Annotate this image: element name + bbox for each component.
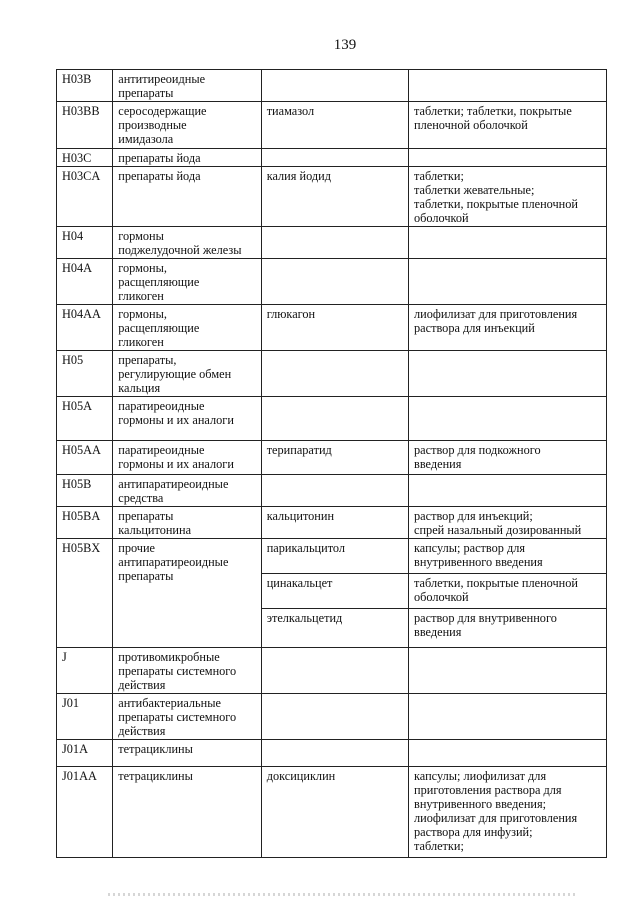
table-row (57, 305, 607, 351)
drug-name-cell (261, 694, 408, 740)
atc-code-cell: J (57, 648, 113, 694)
atc-group-cell-line: противомикробные (118, 650, 220, 664)
dosage-form-cell (409, 305, 607, 351)
atc-group-cell-line: кальция (118, 381, 161, 395)
atc-group-cell (113, 539, 261, 648)
drug-name-cell (261, 70, 408, 102)
atc-group-cell-line: действия (118, 724, 166, 738)
atc-group-cell-line: расщепляющие (118, 321, 200, 335)
drug-name-cell: тиамазол (261, 102, 408, 149)
drug-table (56, 69, 607, 858)
drug-name-cell: доксициклин (261, 767, 408, 858)
atc-group-cell (113, 740, 261, 767)
dosage-form-cell-line: внутривенного введения (414, 555, 543, 569)
dosage-form-cell (409, 102, 607, 149)
dosage-form-cell-line: таблетки, покрытые пленочной (414, 197, 578, 211)
atc-group-cell-line: гормоны и их аналоги (118, 413, 234, 427)
dosage-form-cell (409, 539, 607, 574)
atc-group-cell-line: антитиреоидные (118, 72, 206, 86)
dosage-form-cell-line: введения (414, 625, 462, 639)
dosage-form-cell (409, 507, 607, 539)
atc-group-cell-line: препараты (118, 569, 174, 583)
drug-name-cell (261, 259, 408, 305)
table-row (57, 694, 607, 740)
atc-code-cell: H04 (57, 227, 113, 259)
table-row (57, 259, 607, 305)
atc-group-cell (113, 397, 261, 441)
atc-group-cell-line: прочие (118, 541, 156, 555)
table-row (57, 227, 607, 259)
dosage-form-cell-line: внутривенного введения; (414, 797, 547, 811)
dosage-form-cell-line: раствор для подкожного (414, 443, 541, 457)
atc-group-cell-line: препараты системного (118, 710, 237, 724)
atc-group-cell-line: антибактериальные (118, 696, 221, 710)
table-row (57, 441, 607, 475)
atc-group-cell-line: тетрациклины (118, 769, 193, 783)
dosage-form-cell-line: раствора для инфузий; (414, 825, 533, 839)
atc-group-cell (113, 305, 261, 351)
dosage-form-cell-line: приготовления раствора для (414, 783, 562, 797)
dosage-form-cell (409, 70, 607, 102)
drug-name-cell (261, 149, 408, 167)
dosage-form-cell-line: таблетки; таблетки, покрытые (414, 104, 572, 118)
atc-code-cell: H04AA (57, 305, 113, 351)
drug-name-cell: глюкагон (261, 305, 408, 351)
atc-group-cell (113, 507, 261, 539)
atc-group-cell-line: гликоген (118, 289, 164, 303)
atc-group-cell-line: антипаратиреоидные (118, 555, 229, 569)
atc-group-cell-line: серосодержащие (118, 104, 207, 118)
atc-group-cell-line: препараты системного (118, 664, 237, 678)
atc-code-cell: H05 (57, 351, 113, 397)
drug-name-cell: цинакальцет (261, 574, 408, 609)
atc-code-cell: H04A (57, 259, 113, 305)
atc-group-cell (113, 648, 261, 694)
dosage-form-cell (409, 609, 607, 648)
dosage-form-cell-line: лиофилизат для приготовления (414, 811, 578, 825)
dosage-form-cell-line: лиофилизат для приготовления (414, 307, 578, 321)
atc-group-cell-line: паратиреоидные (118, 399, 205, 413)
atc-group-cell (113, 149, 261, 167)
page-number: 139 (333, 37, 357, 53)
dosage-form-cell (409, 574, 607, 609)
atc-group-cell-line: производные (118, 118, 187, 132)
atc-group-cell-line: паратиреоидные (118, 443, 205, 457)
table-body (57, 70, 607, 858)
table-row (57, 351, 607, 397)
dosage-form-cell (409, 149, 607, 167)
dosage-form-cell-line: капсулы; лиофилизат для (414, 769, 547, 783)
dosage-form-cell-line: капсулы; раствор для (414, 541, 526, 555)
drug-name-cell: этелкальцетид (261, 609, 408, 648)
dosage-form-cell (409, 351, 607, 397)
scan-artifact (108, 893, 578, 896)
dosage-form-cell (409, 740, 607, 767)
dosage-form-cell-line: таблетки; (414, 839, 464, 853)
drug-name-cell: парикальцитол (261, 539, 408, 574)
atc-code-cell: J01 (57, 694, 113, 740)
atc-group-cell (113, 694, 261, 740)
atc-group-cell (113, 351, 261, 397)
dosage-form-cell (409, 648, 607, 694)
table-row (57, 167, 607, 227)
atc-group-cell (113, 167, 261, 227)
atc-group-cell-line: препараты (118, 509, 174, 523)
drug-name-cell (261, 227, 408, 259)
atc-group-cell (113, 475, 261, 507)
table-row (57, 507, 607, 539)
drug-name-cell (261, 351, 408, 397)
dosage-form-cell (409, 475, 607, 507)
atc-code-cell: H03BB (57, 102, 113, 149)
dosage-form-cell-line: раствора для инъекций (414, 321, 535, 335)
atc-group-cell-line: антипаратиреоидные (118, 477, 229, 491)
atc-group-cell (113, 441, 261, 475)
dosage-form-cell (409, 259, 607, 305)
dosage-form-cell-line: спрей назальный дозированный (414, 523, 582, 537)
atc-code-cell: J01A (57, 740, 113, 767)
drug-name-cell (261, 648, 408, 694)
table-row (57, 475, 607, 507)
atc-group-cell-line: гормоны, (118, 307, 167, 321)
dosage-form-cell (409, 441, 607, 475)
atc-group-cell-line: средства (118, 491, 164, 505)
atc-code-cell: H05BX (57, 539, 113, 648)
atc-group-cell-line: гормоны, (118, 261, 167, 275)
atc-group-cell-line: препараты (118, 86, 174, 100)
atc-code-cell: J01AA (57, 767, 113, 858)
atc-code-cell: H05BA (57, 507, 113, 539)
dosage-form-cell (409, 767, 607, 858)
drug-name-cell (261, 397, 408, 441)
atc-group-cell-line: гормоны (118, 229, 164, 243)
atc-group-cell-line: имидазола (118, 132, 174, 146)
dosage-form-cell-line: таблетки, покрытые пленочной (414, 576, 578, 590)
atc-group-cell-line: гликоген (118, 335, 164, 349)
table-row (57, 149, 607, 167)
dosage-form-cell-line: раствор для внутривенного (414, 611, 557, 625)
drug-name-cell: кальцитонин (261, 507, 408, 539)
dosage-form-cell (409, 167, 607, 227)
atc-group-cell-line: препараты йода (118, 169, 201, 183)
atc-group-cell-line: тетрациклины (118, 742, 193, 756)
table-row (57, 397, 607, 441)
table-row (57, 767, 607, 858)
atc-code-cell: H03CA (57, 167, 113, 227)
dosage-form-cell (409, 694, 607, 740)
table-row (57, 740, 607, 767)
atc-group-cell-line: расщепляющие (118, 275, 200, 289)
atc-code-cell: H05AA (57, 441, 113, 475)
dosage-form-cell (409, 397, 607, 441)
atc-group-cell (113, 227, 261, 259)
drug-name-cell: калия йодид (261, 167, 408, 227)
table-row (57, 70, 607, 102)
dosage-form-cell (409, 227, 607, 259)
atc-group-cell-line: кальцитонина (118, 523, 192, 537)
dosage-form-cell-line: оболочкой (414, 590, 469, 604)
dosage-form-cell-line: введения (414, 457, 462, 471)
atc-group-cell (113, 70, 261, 102)
dosage-form-cell-line: оболочкой (414, 211, 469, 225)
atc-group-cell (113, 259, 261, 305)
atc-group-cell-line: регулирующие обмен (118, 367, 232, 381)
atc-group-cell-line: препараты йода (118, 151, 201, 165)
atc-group-cell-line: действия (118, 678, 166, 692)
atc-code-cell: H03C (57, 149, 113, 167)
table-row (57, 648, 607, 694)
atc-code-cell: H03B (57, 70, 113, 102)
drug-name-cell: терипаратид (261, 441, 408, 475)
atc-group-cell-line: препараты, (118, 353, 177, 367)
dosage-form-cell-line: раствор для инъекций; (414, 509, 533, 523)
atc-group-cell (113, 767, 261, 858)
table-row (57, 102, 607, 149)
table-row (57, 539, 607, 574)
drug-name-cell (261, 475, 408, 507)
atc-group-cell (113, 102, 261, 149)
dosage-form-cell-line: пленочной оболочкой (414, 118, 528, 132)
drug-name-cell (261, 740, 408, 767)
dosage-form-cell-line: таблетки жевательные; (414, 183, 535, 197)
atc-group-cell-line: гормоны и их аналоги (118, 457, 234, 471)
atc-code-cell: H05A (57, 397, 113, 441)
atc-code-cell: H05B (57, 475, 113, 507)
dosage-form-cell-line: таблетки; (414, 169, 464, 183)
atc-group-cell-line: поджелудочной железы (118, 243, 242, 257)
